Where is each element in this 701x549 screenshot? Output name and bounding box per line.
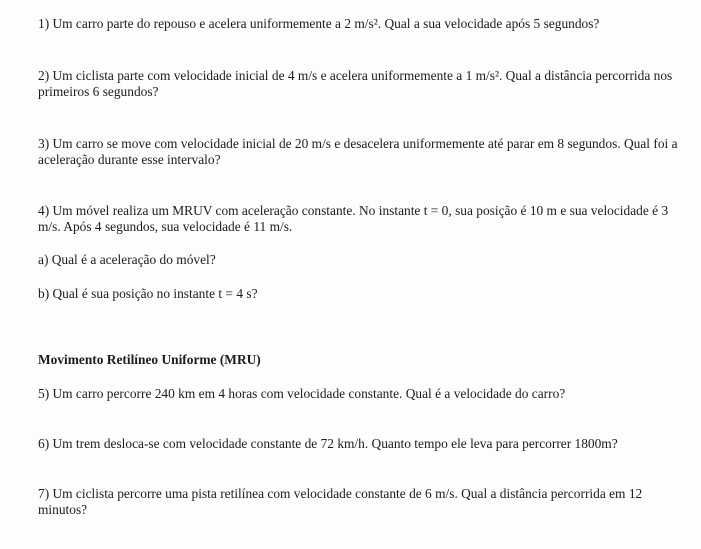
question-6: 6) Um trem desloca-se com velocidade constante de 72 km/h. Quanto tempo ele leva para percorrer 1800m? bbox=[38, 436, 618, 451]
question-1: 1) Um carro parte do repouso e acelera uniformemente a 2 m/s². Qual a sua velocidade após 5 segundos? bbox=[38, 16, 600, 31]
question-4a: a) Qual é a aceleração do móvel? bbox=[38, 252, 216, 267]
section-title-mru: Movimento Retilíneo Uniforme (MRU) bbox=[38, 352, 261, 367]
question-4: 4) Um móvel realiza um MRUV com aceleração constante. No instante t = 0, sua posição é 10 m e sua velocidade é 3 m/s. Após 4 segundos, sua velocidade é 11 m/s. bbox=[38, 203, 669, 234]
question-2: 2) Um ciclista parte com velocidade inicial de 4 m/s e acelera uniformemente a 1 m/s². Qual a distância percorrida nos primeiros 6 segundos? bbox=[38, 68, 673, 99]
question-3: 3) Um carro se move com velocidade inicial de 20 m/s e desacelera uniformemente até parar em 8 segundos. Qual foi a aceleração durante esse intervalo? bbox=[38, 136, 678, 167]
question-5: 5) Um carro percorre 240 km em 4 horas com velocidade constante. Qual é a velocidade do carro? bbox=[38, 386, 566, 401]
question-7: 7) Um ciclista percorre uma pista retilínea com velocidade constante de 6 m/s. Qual a distância percorrida em 12 minutos? bbox=[38, 486, 643, 517]
question-4b: b) Qual é sua posição no instante t = 4 s? bbox=[38, 286, 258, 301]
